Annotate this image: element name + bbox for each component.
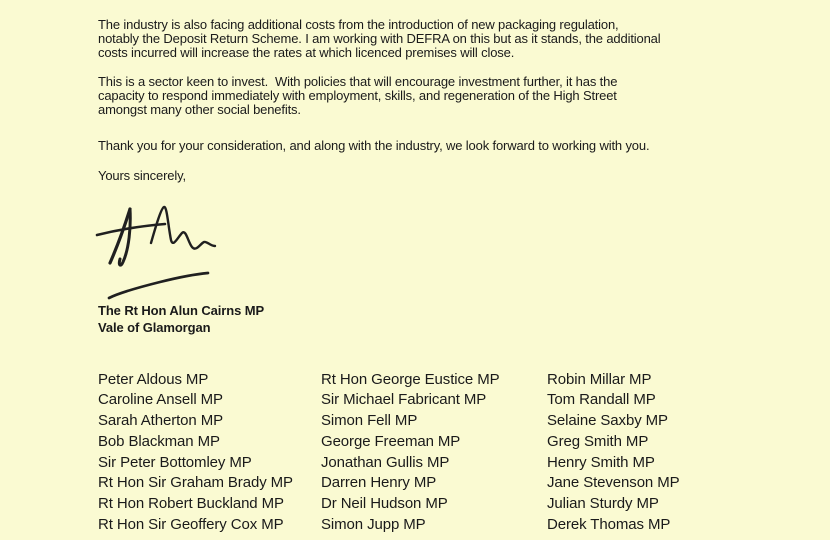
- signature-stroke-underline: [109, 273, 208, 298]
- paragraph-thank-you: [98, 139, 649, 153]
- valediction: Yours sincerely,: [98, 168, 186, 183]
- mp-name: Greg Smith MP: [547, 432, 649, 450]
- mp-name: Jane Stevenson MP: [547, 474, 680, 492]
- mp-name: Derek Thomas MP: [547, 516, 671, 534]
- mp-name: Julian Sturdy MP: [547, 495, 659, 513]
- mp-name: Simon Jupp MP: [321, 516, 426, 534]
- mp-name: Sir Michael Fabricant MP: [321, 391, 487, 409]
- mp-name: Henry Smith MP: [547, 453, 655, 471]
- signatory-block: [98, 302, 264, 336]
- paragraph-line: This is a sector keen to invest. With policies that will encourage investment further, it has the: [98, 73, 618, 89]
- mp-name: Caroline Ansell MP: [98, 391, 223, 409]
- mp-name: Selaine Saxby MP: [547, 412, 668, 430]
- signatories-column-1: [98, 370, 293, 536]
- mp-name: Simon Fell MP: [321, 412, 418, 430]
- signatories-column-3: [547, 370, 680, 536]
- paragraph-line: The industry is also facing additional costs from the introduction of new packaging regulation,: [98, 16, 619, 32]
- signatory-constituency: Vale of Glamorgan: [98, 320, 211, 335]
- paragraph-line: amongst many other social benefits.: [98, 101, 301, 117]
- paragraph-line: capacity to respond immediately with employment, skills, and regeneration of the High Street: [98, 87, 617, 103]
- mp-name: Jonathan Gullis MP: [321, 453, 450, 471]
- paragraph-line: Thank you for your consideration, and along with the industry, we look forward to working with you.: [98, 138, 650, 153]
- mp-name: Darren Henry MP: [321, 474, 437, 492]
- handwritten-signature-icon: [95, 197, 225, 302]
- signature-svg: [95, 197, 225, 302]
- mp-name: Sarah Atherton MP: [98, 412, 224, 430]
- mp-name: Rt Hon Robert Buckland MP: [98, 495, 284, 513]
- paragraph-packaging-costs: [98, 18, 661, 61]
- mp-name: Rt Hon Sir Graham Brady MP: [98, 474, 293, 492]
- paragraph-line: costs incurred will increase the rates at which licenced premises will close.: [98, 44, 515, 60]
- mp-name: Bob Blackman MP: [98, 432, 220, 450]
- mp-name: Rt Hon George Eustice MP: [321, 370, 500, 388]
- mp-name: Sir Peter Bottomley MP: [98, 453, 252, 471]
- mp-name: Tom Randall MP: [547, 391, 656, 409]
- mp-name: Robin Millar MP: [547, 370, 652, 388]
- paragraph-line: notably the Deposit Return Scheme. I am working with DEFRA on this but as it stands, the additional: [98, 30, 661, 46]
- signatory-name: The Rt Hon Alun Cairns MP: [98, 303, 265, 318]
- mp-name: Peter Aldous MP: [98, 370, 209, 388]
- mp-name: Rt Hon Sir Geoffery Cox MP: [98, 516, 284, 534]
- paragraph-sector-invest: [98, 75, 617, 118]
- signature-stroke-lun-wave: [151, 207, 215, 249]
- mp-name: Dr Neil Hudson MP: [321, 495, 448, 513]
- signatories-column-2: [321, 370, 500, 536]
- mp-name: George Freeman MP: [321, 432, 461, 450]
